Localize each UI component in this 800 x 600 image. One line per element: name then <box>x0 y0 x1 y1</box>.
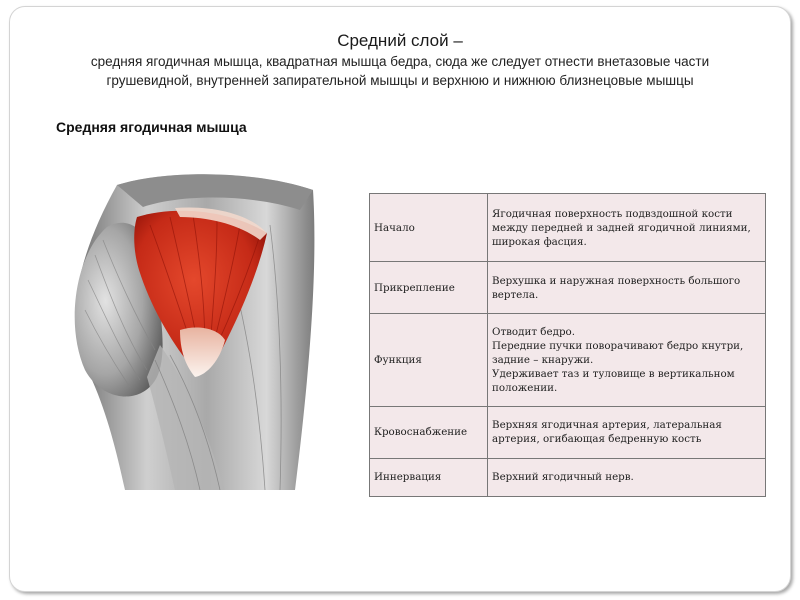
description-line: средняя ягодичная мышца, квадратная мышца бедра, сюда же следует отнести внетазовые части <box>90 54 710 69</box>
value-line: Удерживает таз и туловище в вертикальном <box>492 368 735 381</box>
row-value <box>488 406 766 458</box>
value-line: Ягодичная поверхность подвздошной кости <box>492 207 733 220</box>
value-line: между передней и задней ягодичной линиями, <box>492 221 751 234</box>
table-row <box>370 406 766 458</box>
table-row <box>370 314 766 406</box>
row-label: Функция <box>370 314 488 406</box>
table-row <box>370 262 766 314</box>
row-value <box>488 458 766 496</box>
row-label: Иннервация <box>370 458 488 496</box>
row-value <box>488 314 766 406</box>
row-value <box>488 194 766 262</box>
value-line: положении. <box>492 382 558 395</box>
value-line: задние – кнаружи. <box>492 354 594 367</box>
table-row <box>370 194 766 262</box>
value-line: Передние пучки поворачивают бедро кнутри, <box>492 340 744 353</box>
value-line: Верхушка и наружная поверхность большого <box>492 274 741 287</box>
description-line: грушевидной, внутренней запирательной мышцы и верхнюю и нижнюю близнецовые мышцы <box>106 73 694 88</box>
value-line: Верхняя ягодичная артерия, латеральная <box>492 419 722 432</box>
slide-title: Средний слой – <box>337 31 463 50</box>
gluteus-medius-illustration <box>55 165 340 490</box>
value-line: Отводит бедро. <box>492 326 576 339</box>
value-line: Верхний ягодичный нерв. <box>492 471 634 484</box>
row-label: Начало <box>370 194 488 262</box>
row-label: Кровоснабжение <box>370 406 488 458</box>
row-value <box>488 262 766 314</box>
slide-description <box>60 52 740 90</box>
muscle-info-table <box>369 193 766 497</box>
table-row <box>370 458 766 496</box>
value-line: артерия, огибающая бедренную кость <box>492 433 702 446</box>
value-line: широкая фасция. <box>492 235 587 248</box>
row-label: Прикрепление <box>370 262 488 314</box>
value-line: вертела. <box>492 288 539 301</box>
section-heading: Средняя ягодичная мышца <box>56 119 247 135</box>
